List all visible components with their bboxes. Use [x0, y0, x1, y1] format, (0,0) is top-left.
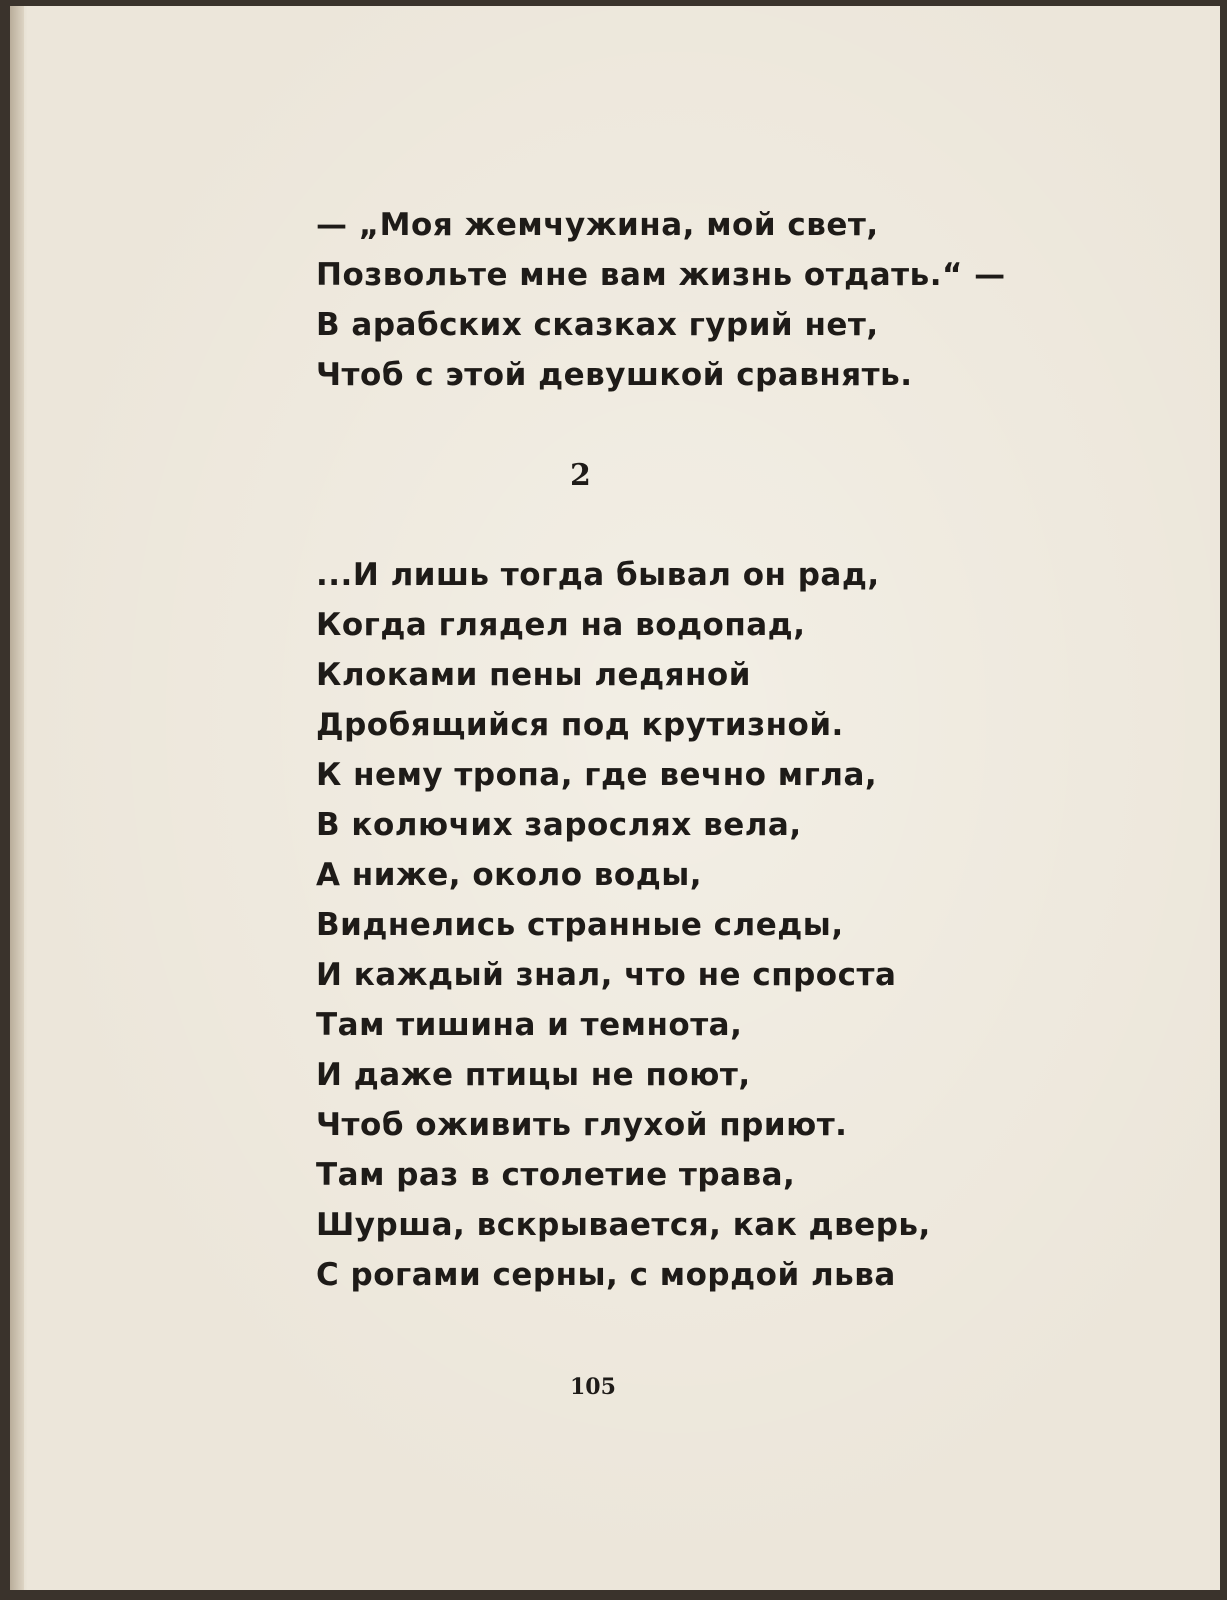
section-number: 2	[570, 458, 591, 493]
poem-line: — „Моя жемчужина, мой свет,	[316, 207, 879, 243]
poem-line: В арабских сказках гурий нет,	[316, 307, 879, 343]
stanza-1	[316, 200, 1006, 400]
poem-line: Там раз в столетие трава,	[316, 1157, 796, 1193]
poem-line: С рогами серны, с мордой льва	[316, 1257, 896, 1293]
poem-line: ...И лишь тогда бывал он рад,	[316, 557, 880, 593]
stanza-2	[316, 550, 931, 1300]
poem-line: В колючих зарослях вела,	[316, 807, 802, 843]
poem-line: Дробящийся под крутизной.	[316, 707, 844, 743]
page-number: 105	[570, 1374, 616, 1400]
poem-line: Шурша, вскрывается, как дверь,	[316, 1207, 931, 1243]
poem-line: Когда глядел на водопад,	[316, 607, 806, 643]
poem-line: Виднелись странные следы,	[316, 907, 844, 943]
poem-line: А ниже, около воды,	[316, 857, 703, 893]
poem-line: Позвольте мне вам жизнь отдать.“ —	[316, 257, 1006, 293]
poem-line: Клоками пены ледяной	[316, 657, 751, 693]
poem-line: К нему тропа, где вечно мгла,	[316, 757, 878, 793]
poem-line: И даже птицы не поют,	[316, 1057, 751, 1093]
book-page	[10, 6, 1220, 1590]
poem-line: Там тишина и темнота,	[316, 1007, 743, 1043]
poem-line: Чтоб с этой девушкой сравнять.	[316, 357, 913, 393]
poem-line: Чтоб оживить глухой приют.	[316, 1107, 848, 1143]
page-gutter	[10, 6, 24, 1590]
poem-line: И каждый знал, что не спроста	[316, 957, 897, 993]
